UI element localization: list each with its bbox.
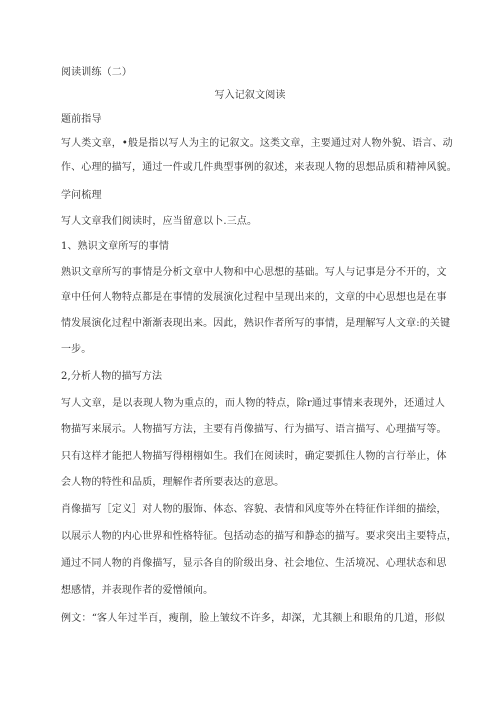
paragraph-line: 情发展演化过程中渐渐表现出来。因此，熟识作者所写的事情，是理解写人文章:的关键 bbox=[61, 318, 451, 329]
paragraph-line: 肖像描写［定义］对人物的服饰、体态、容貌、表情和风度等外在特征作详细的描绘， bbox=[61, 504, 447, 515]
paragraph-line: 只有这样才能把人物描写得栩栩如生。我们在阅读时，确定要抓住人物的言行举止，体 bbox=[61, 451, 447, 462]
paragraph-line: 想感情，并表现作者的爱憎倾向。 bbox=[61, 585, 214, 596]
document-title: 写入记叙文阅读 bbox=[214, 90, 286, 101]
paragraph-line: 会人物的特性和品质，理解作者所要表达的意思。 bbox=[61, 477, 285, 488]
paragraph-line: 例文：“客人年过半百，瘦削，脸上皱纹不许多，却深，尤其额上和眼角的几道，形似 bbox=[61, 613, 445, 624]
paragraph-line: 物描写来展示。人物描写方法，主要有肖像描写、行为描写、语言描写、心理描写等。 bbox=[61, 424, 447, 435]
subheading-1: 1、熟识文章所写的事情 bbox=[61, 241, 170, 252]
paragraph-line: 写人类文章，•般是指以写人为主的记叙文。这类文章，主要通过对人物外貌、语言、动 bbox=[61, 138, 453, 149]
section-heading-knowledge: 学问梳理 bbox=[61, 190, 102, 201]
paragraph-line: 一步。 bbox=[61, 344, 92, 355]
subheading-2: 2,分析人物的描写方法 bbox=[61, 371, 163, 382]
paragraph-line: 写人文章，是以表现人物为重点的，而人物的特点，除r通过事情来表现外，还通过人 bbox=[61, 398, 445, 409]
paragraph-line: 以展示人物的内心世界和性格特征。包括动态的描写和静态的描写。要求突出主要特点， bbox=[61, 531, 457, 542]
section-heading-guidance: 题前指导 bbox=[61, 114, 102, 125]
paragraph-line: 通过不同人物的肖像描写，显示各自的阶级出身、社会地位、生活境况、心理状态和思 bbox=[61, 558, 447, 569]
paragraph-line: 作、心理的描写，通过一件或几件典型事例的叙述，来表现人物的思想品质和精神风貌。 bbox=[61, 162, 457, 173]
paragraph-line: 写人文章我们阅读时，应当留意以卜.三点。 bbox=[61, 216, 258, 227]
paragraph-line: 熟识文章所写的事情是分析文章中人物和中心思想的基础。写人与记事是分不开的，文 bbox=[61, 267, 447, 278]
series-heading: 阅读训练（二） bbox=[61, 67, 133, 78]
paragraph-line: 章中任何人物特点都是在事情的发展演化过程中呈现出来的，文章的中心思想也是在事 bbox=[61, 292, 447, 303]
